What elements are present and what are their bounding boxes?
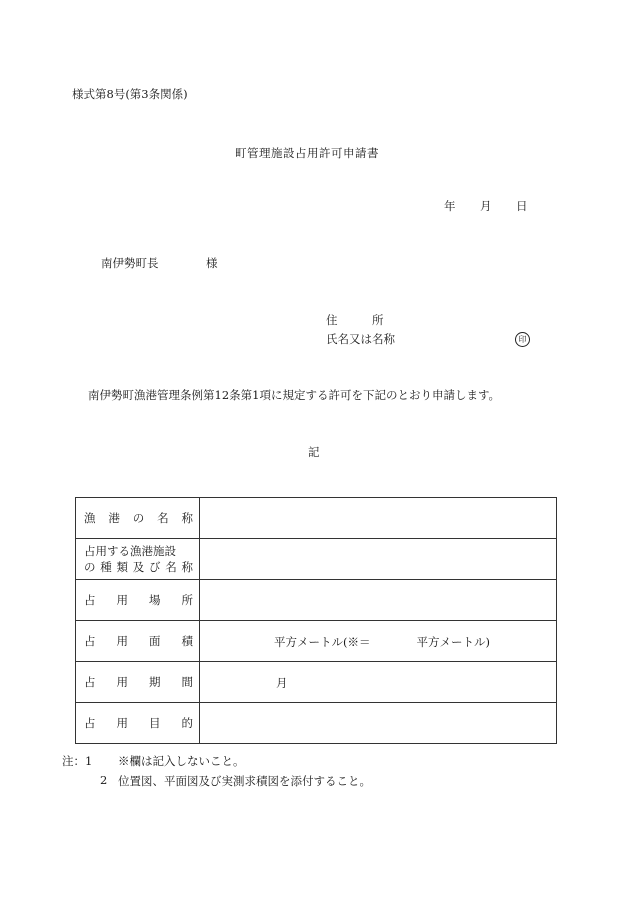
seal-icon: 印 xyxy=(515,332,530,347)
row-label-fishing-port-name xyxy=(76,498,200,539)
label-char: 港 xyxy=(108,511,120,525)
label-char: 間 xyxy=(181,675,193,689)
row-value-fishing-port-name[interactable] xyxy=(200,498,557,539)
date-day-label: 日 xyxy=(516,199,528,213)
label-char: 称 xyxy=(181,511,193,525)
form-number: 様式第8号(第3条関係) xyxy=(72,87,188,101)
row-value-occupancy-period[interactable] xyxy=(200,662,557,703)
period-month-text: 月 xyxy=(276,676,288,690)
label-text xyxy=(84,510,193,526)
row-label-occupancy-location xyxy=(76,580,200,621)
label-char: び xyxy=(149,560,161,574)
label-char: 占 xyxy=(84,675,96,689)
row-label-occupancy-purpose xyxy=(76,703,200,744)
label-line-2 xyxy=(84,559,193,575)
note-2-prefix: 2 xyxy=(100,773,108,787)
row-value-facility-type[interactable] xyxy=(200,539,557,580)
label-char: 及 xyxy=(132,560,145,574)
label-char: 積 xyxy=(181,634,193,648)
label-text xyxy=(84,592,193,608)
date-month-label: 月 xyxy=(480,199,492,213)
label-char: 占 xyxy=(84,634,96,648)
row-value-occupancy-area[interactable] xyxy=(200,621,557,662)
label-text xyxy=(84,674,193,690)
body-text: 南伊勢町漁港管理条例第12条第1項に規定する許可を下記のとおり申請します。 xyxy=(88,388,501,402)
label-char: 占 xyxy=(84,716,96,730)
label-char: 名 xyxy=(165,560,177,574)
application-table xyxy=(75,497,557,744)
label-char: 目 xyxy=(149,716,161,730)
label-char: 的 xyxy=(181,716,193,730)
seal-mark xyxy=(515,331,530,347)
label-line-1: 占用する漁港施設 xyxy=(84,544,176,558)
page-title: 町管理施設占用許可申請書 xyxy=(235,146,379,160)
label-char: 用 xyxy=(116,716,128,730)
ki-heading: 記 xyxy=(308,445,320,459)
addressee-name: 南伊勢町長 xyxy=(101,256,159,270)
area-unit-text: 平方メートル(※＝ 平方メートル) xyxy=(274,635,490,649)
label-char: 漁 xyxy=(84,511,96,525)
label-char: 面 xyxy=(149,634,161,648)
label-char: 用 xyxy=(116,593,128,607)
label-char: の xyxy=(84,560,96,574)
label-char: 用 xyxy=(116,675,128,689)
label-char: 種 xyxy=(100,560,112,574)
label-char: 場 xyxy=(149,593,161,607)
row-label-occupancy-period xyxy=(76,662,200,703)
label-char: 占 xyxy=(84,593,96,607)
label-char: の xyxy=(132,511,145,525)
table-row xyxy=(76,539,557,580)
label-text xyxy=(84,633,193,649)
row-value-occupancy-purpose[interactable] xyxy=(200,703,557,744)
label-char: 所 xyxy=(181,593,193,607)
label-char: 用 xyxy=(116,634,128,648)
table-row xyxy=(76,580,557,621)
applicant-address-label: 住 所 xyxy=(326,313,384,327)
row-value-occupancy-location[interactable] xyxy=(200,580,557,621)
label-text xyxy=(84,715,193,731)
row-label-facility-type xyxy=(76,539,200,580)
note-1-prefix: 注：1 xyxy=(62,754,93,768)
label-char: 名 xyxy=(157,511,169,525)
note-2-text: 位置図、平面図及び実測求積図を添付すること。 xyxy=(118,774,371,788)
table-row xyxy=(76,703,557,744)
label-char: 期 xyxy=(149,675,161,689)
addressee-honorific: 様 xyxy=(206,256,218,270)
label-char: 類 xyxy=(116,560,128,574)
table-row xyxy=(76,621,557,662)
date-year-label: 年 xyxy=(444,199,456,213)
row-label-occupancy-area xyxy=(76,621,200,662)
applicant-name-label: 氏名又は名称 xyxy=(326,332,395,346)
table-row xyxy=(76,662,557,703)
table-row xyxy=(76,498,557,539)
note-1-text: ※欄は記入しないこと。 xyxy=(118,754,245,768)
label-char: 称 xyxy=(181,560,193,574)
